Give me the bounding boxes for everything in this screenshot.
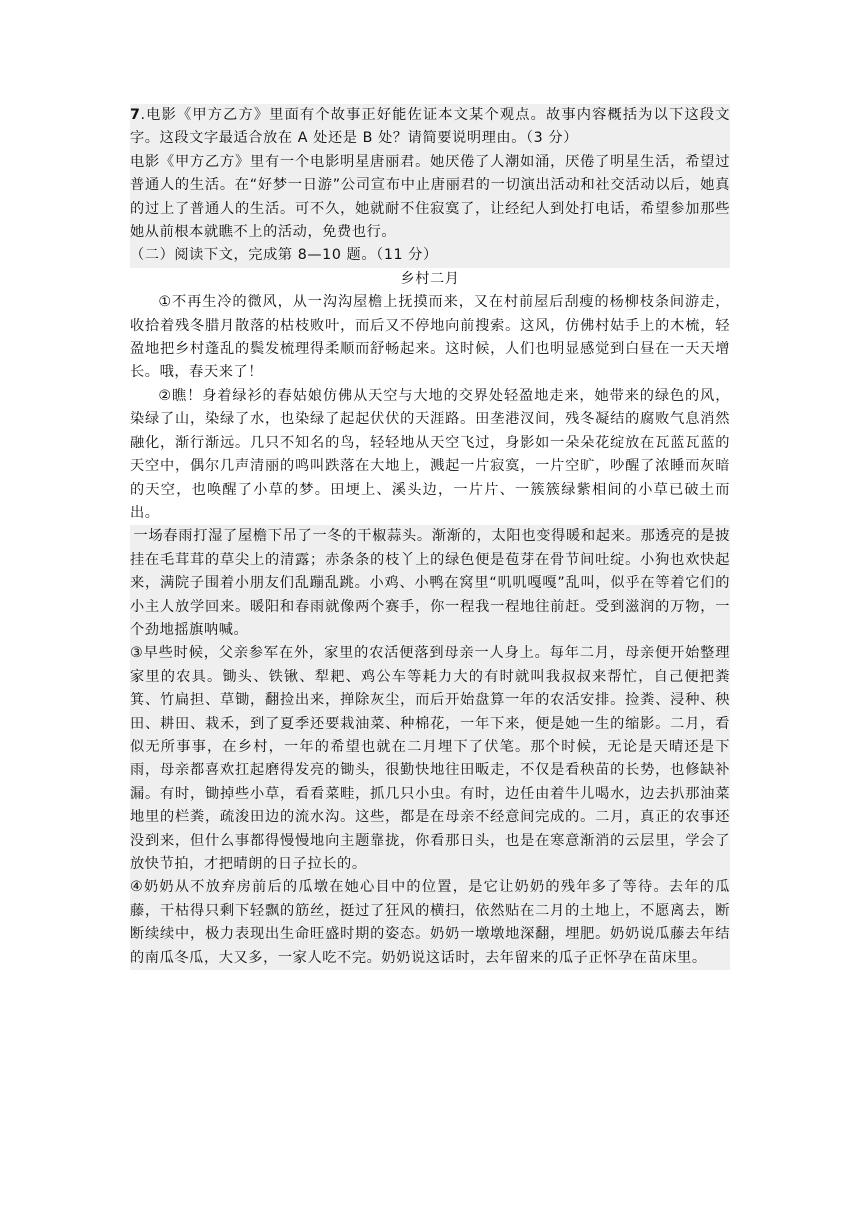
- article-title: 乡村二月: [400, 270, 460, 287]
- paragraph-4: ③早些时候，父亲参军在外，家里的农活便落到母亲一人身上。每年二月，母亲便开始整理家里的农具。锄头、铁锹、犁耙、鸡公车等耗力大的有时就叫我叔叔来帮忙，自己便把粪箕、竹扁担、草锄，翻捡出来，掸除灰尘，而后开始盘算一年的农活安排。捡粪、浸种、秧田、耕田、栽禾，到了夏季还要栽油菜、种棉花，一年下来，便是她一生的缩影。二月，看似无所事事，在乡村，一年的希望也就在二月埋下了伏笔。那个时候，无论是天晴还是下雨，母亲都喜欢扛起磨得发亮的锄头，很勤快地往田畈走，不仅是看秧苗的长势，也修缺补漏。有时，锄掉些小草，看看菜畦，抓几只小虫。有时，边任由着牛儿喝水，边去扒那油菜地里的栏粪，疏浚田边的流水沟。这些，都是在母亲不经意间完成的。二月，真正的农事还没到来，但什么事都得慢慢地向主题靠拢，你看那日头，也是在寒意渐消的云层里，学会了放快节拍，才把晴朗的日子拉长的。: [130, 642, 730, 876]
- paragraph-5: ④奶奶从不放弃房前后的瓜墩在她心目中的位置，是它让奶奶的残年多了等待。去年的瓜藤，干枯得只剩下轻飘的筋丝，挺过了狂风的横扫，依然贴在二月的土地上，不愿离去，断断续续中，极力表现出生命旺盛时期的姿态。奶奶一墩墩地深翻，埋肥。奶奶说瓜藤去年结的南瓜冬瓜，大又多，一家人吃不完。奶奶说这话时，去年留来的瓜子正怀孕在苗床里。: [130, 876, 730, 970]
- movie-excerpt: 电影《甲方乙方》里有一个电影明星唐丽君。她厌倦了人潮如涌，厌倦了明星生活，希望过普通人的生活。在“好梦一日游”公司宣布中止唐丽君的一切演出活动和社交活动以后，她真的过上了普通人的生活。可不久，她就耐不住寂寞了，让经纪人到处打电话，希望参加那些她从前根本就瞧不上的活动，免费也行。: [130, 151, 730, 245]
- paragraph-1: ①不再生冷的微风，从一沟沟屋檐上抚摸而来，又在村前屋后刮瘦的杨柳枝条间游走，收拾着残冬腊月散落的枯枝败叶，而后又不停地向前搜索。这风，仿佛村姑手上的木梳，轻盈地把乡村蓬乱的鬓发梳理得柔顺而舒畅起来。这时候，人们也明显感觉到白昼在一天天增长。哦，春天来了！: [130, 294, 730, 381]
- paragraph-2: ②瞧！身着绿衫的春姑娘仿佛从天空与大地的交界处轻盈地走来，她带来的绿色的风，染绿了山，染绿了水，也染绿了起起伏伏的天涯路。田垄港汊间，残冬凝结的腐败气息消然融化，渐行渐远。几只不知名的鸟，轻轻地从天空飞过，身影如一朵朵花绽放在瓦蓝瓦蓝的天空中，偶尔几声清丽的鸣叫跌落在大地上，溅起一片寂寞，一片空旷，吵醒了浓睡而灰暗的天空，也唤醒了小草的梦。田埂上、溪头边，一片片、一簇簇绿紫相间的小草已破土而出。: [130, 387, 730, 521]
- question-number: 7: [130, 107, 141, 123]
- question-7: [130, 104, 730, 151]
- paragraph-3: 一场春雨打湿了屋檐下吊了一冬的干椒蒜头。渐渐的，太阳也变得暖和起来。那透亮的是披挂在毛茸茸的草尖上的清露；赤条条的枝丫上的绿色便是苞芽在骨节间吐绽。小狗也欢快起来，满院子围着小朋友们乱蹦乱跳。小鸡、小鸭在窝里“叽叽嘎嘎”乱叫，似乎在等着它们的小主人放学回来。暖阳和春雨就像两个赛手，你一程我一程地往前赶。受到滋润的万物，一个劲地摇旗呐喊。: [130, 525, 730, 642]
- question-7-text: .电影《甲方乙方》里面有个故事正好能佐证本文某个观点。故事内容概括为以下这段文字。这段文字最适合放在 A 处还是 B 处？请简要说明理由。（3 分）: [130, 107, 730, 147]
- document-page: [130, 104, 730, 970]
- section-2-header: （二）阅读下文，完成第 8—10 题。（11 分）: [130, 244, 730, 267]
